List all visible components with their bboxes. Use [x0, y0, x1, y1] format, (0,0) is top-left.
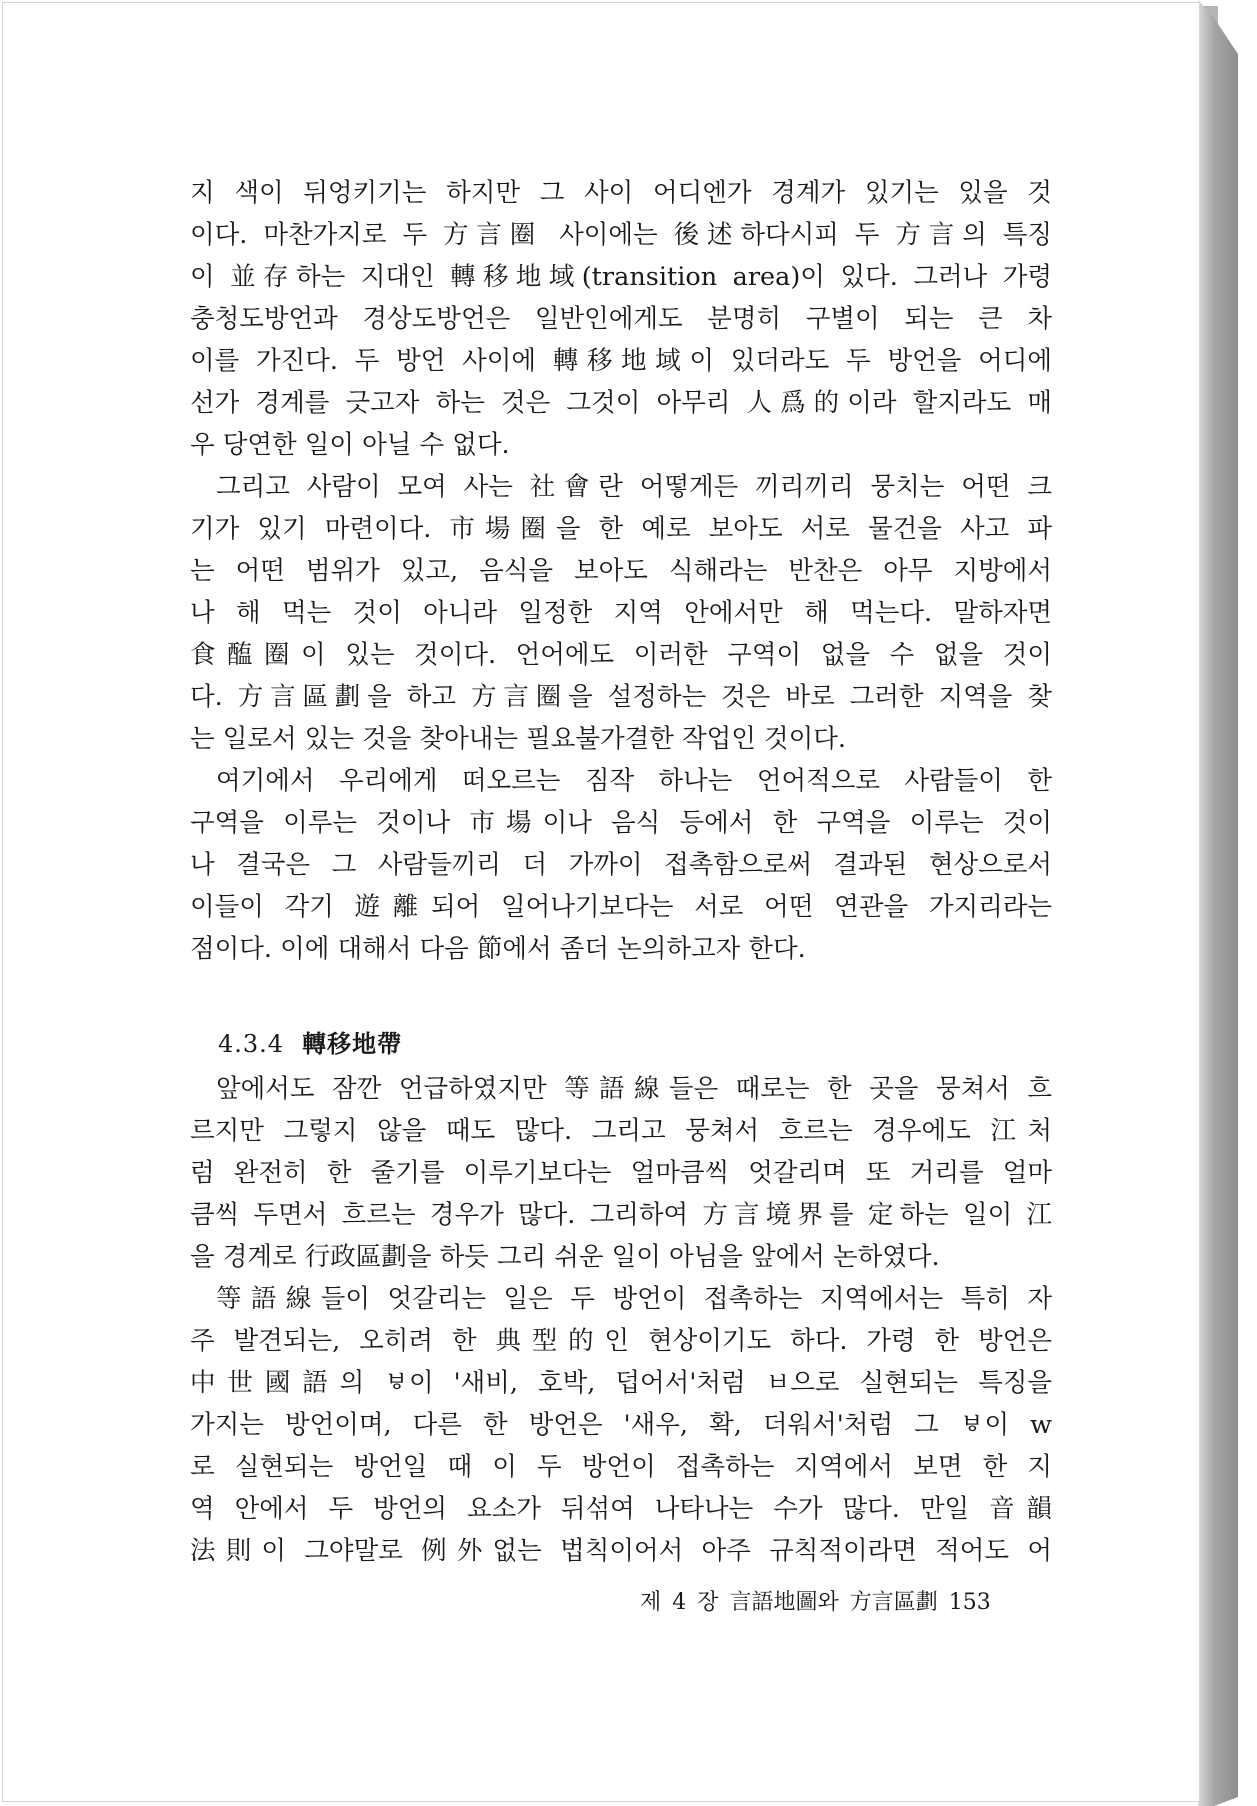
footer-chapter: 제 4 장 — [640, 1590, 719, 1615]
text-line: 로 실현되는 방언일 때 이 두 방언이 접촉하는 지역에서 보면 한 지 — [190, 1452, 1052, 1482]
text-line: 르지만 그렇지 않을 때도 많다. 그리고 뭉쳐서 흐르는 경우에도 江처 — [190, 1116, 1052, 1146]
text-line: 럼 완전히 한 줄기를 이루기보다는 얼마큼씩 엇갈리며 또 거리를 얼마 — [190, 1158, 1052, 1188]
body-text-bottom — [190, 1068, 1052, 1572]
text-line: 法則이 그야말로 例外없는 법칙이어서 아주 규칙적이라면 적어도 어 — [190, 1536, 1052, 1566]
text-line: 나 해 먹는 것이 아니라 일정한 지역 안에서만 해 먹는다. 말하자면 — [190, 598, 1052, 628]
text-line: 이들이 각기 遊離되어 일어나기보다는 서로 어떤 연관을 가지리라는 — [190, 892, 1052, 922]
footer-title: 言語地圖와 方言區劃 — [729, 1590, 938, 1615]
section-heading — [218, 1024, 402, 1059]
text-line: 을 경계로 行政區劃을 하듯 그리 쉬운 일이 아님을 앞에서 논하였다. — [190, 1242, 940, 1272]
body-text-top — [190, 172, 1052, 970]
text-line: 이다. 마찬가지로 두 方言圈 사이에는 後述하다시피 두 方言의 특징 — [190, 220, 1052, 250]
text-line: 中世國語의 ㅸ이 '새비, 호박, 덥어서'처럼 ㅂ으로 실현되는 특징을 — [190, 1368, 1052, 1398]
text-line: 충청도방언과 경상도방언은 일반인에게도 분명히 구별이 되는 큰 차 — [190, 304, 1052, 334]
text-line: 점이다. 이에 대해서 다음 節에서 좀더 논의하고자 한다. — [190, 934, 806, 964]
text-line: 주 발견되는, 오히려 한 典型的인 현상이기도 하다. 가령 한 방언은 — [190, 1326, 1052, 1356]
text-line: 는 어떤 범위가 있고, 음식을 보아도 식해라는 반찬은 아무 지방에서 — [190, 556, 1052, 586]
text-line: 앞에서도 잠깐 언급하였지만 等語線들은 때로는 한 곳을 뭉쳐서 흐 — [216, 1074, 1052, 1104]
section-title: 轉移地帶 — [302, 1029, 403, 1058]
page-number: 153 — [948, 1590, 991, 1615]
text-line: 食醢圈이 있는 것이다. 언어에도 이러한 구역이 없을 수 없을 것이 — [190, 640, 1052, 670]
text-line: 나 결국은 그 사람들끼리 더 가까이 접촉함으로써 결과된 현상으로서 — [190, 850, 1052, 880]
running-footer — [640, 1585, 1020, 1616]
text-line: 다. 方言區劃을 하고 方言圈을 설정하는 것은 바로 그러한 지역을 찾 — [190, 682, 1052, 712]
text-line: 우 당연한 일이 아닐 수 없다. — [190, 430, 510, 460]
text-line: 선가 경계를 긋고자 하는 것은 그것이 아무리 人爲的이라 할지라도 매 — [190, 388, 1052, 418]
text-line: 그리고 사람이 모여 사는 社會란 어떻게든 끼리끼리 뭉치는 어떤 크 — [216, 472, 1052, 502]
text-line: 는 일로서 있는 것을 찾아내는 필요불가결한 작업인 것이다. — [190, 724, 847, 754]
text-line: 지 색이 뒤엉키기는 하지만 그 사이 어디엔가 경계가 있기는 있을 것 — [190, 178, 1052, 208]
text-line: 기가 있기 마련이다. 市場圈을 한 예로 보아도 서로 물건을 사고 파 — [190, 514, 1052, 544]
text-line: 가지는 방언이며, 다른 한 방언은 '새우, 확, 더워서'처럼 그 ㅸ이 w — [190, 1410, 1052, 1440]
text-line: 큼씩 두면서 흐르는 경우가 많다. 그리하여 方言境界를 定하는 일이 江 — [190, 1200, 1052, 1230]
text-line: 역 안에서 두 방언의 요소가 뒤섞여 나타나는 수가 많다. 만일 音韻 — [190, 1494, 1052, 1524]
text-line: 이 並存하는 지대인 轉移地域(transition area)이 있다. 그러나 가령 — [190, 262, 1052, 292]
text-line: 等語線들이 엇갈리는 일은 두 방언이 접촉하는 지역에서는 특히 자 — [216, 1284, 1052, 1314]
text-line: 구역을 이루는 것이나 市場이나 음식 등에서 한 구역을 이루는 것이 — [190, 808, 1052, 838]
page-edge — [1198, 0, 1238, 1806]
section-number: 4.3.4 — [218, 1030, 285, 1058]
text-line: 여기에서 우리에게 떠오르는 짐작 하나는 언어적으로 사람들이 한 — [216, 766, 1052, 796]
text-line: 이를 가진다. 두 방언 사이에 轉移地域이 있더라도 두 방언을 어디에 — [190, 346, 1052, 376]
